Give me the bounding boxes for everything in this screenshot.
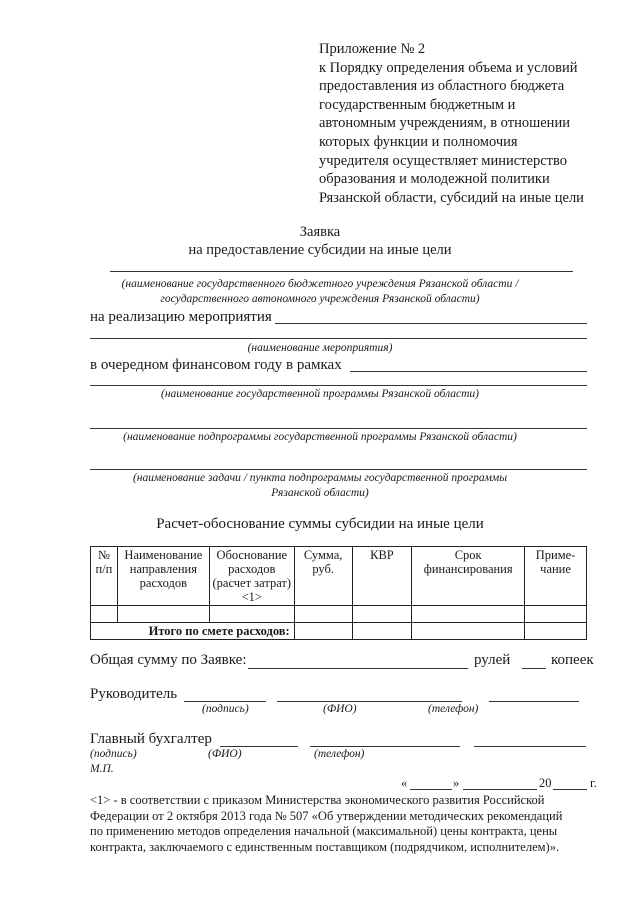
table-cell [352, 623, 412, 640]
table-row [91, 606, 587, 623]
date-year-suffix: г. [590, 776, 597, 790]
table-header-row [91, 547, 587, 606]
subprogram-field[interactable] [90, 428, 587, 429]
stamp-place: М.П. [90, 763, 114, 775]
rubles-label: рулей [474, 652, 511, 668]
column-header: Наименование направления расходов [117, 547, 209, 606]
table-cell[interactable] [525, 606, 587, 623]
accountant-sign-caption: (подпись) [90, 748, 137, 760]
column-header: Срок финансирования [412, 547, 525, 606]
document-subtitle: на предоставление субсидии на иные цели [188, 242, 452, 258]
appendix-block [319, 40, 619, 207]
column-header: № п/п [91, 547, 118, 606]
column-header: Приме-чание [525, 547, 587, 606]
accountant-name-field[interactable] [310, 746, 460, 747]
subprogram-caption: (наименование подпрограммы государственной программы Рязанской области) [123, 431, 517, 443]
task-field[interactable] [90, 469, 587, 470]
accountant-signature-field[interactable] [220, 746, 298, 747]
event-field-continued[interactable] [90, 338, 587, 339]
accountant-label: Главный бухгалтер [90, 731, 212, 747]
institution-caption-2: государственного автономного учреждения Рязанской области) [160, 293, 480, 305]
appendix-line: государственным бюджетным и [319, 96, 516, 113]
task-caption-1: (наименование задачи / пункта подпрограммы государственной программы [132, 472, 508, 484]
date-day-field[interactable] [410, 789, 452, 790]
accountant-name-caption: (ФИО) [208, 748, 242, 760]
appendix-line: автономным учреждениям, в отношении [319, 115, 570, 132]
total-kopecks-field[interactable] [522, 668, 546, 669]
footnote-line: по применению методов определения начальной (максимальной) цены контракта, цены [90, 824, 558, 839]
total-label: Общая сумму по Заявке: [90, 652, 247, 668]
calculation-table [90, 546, 587, 640]
event-field[interactable] [275, 323, 587, 324]
institution-field[interactable] [110, 271, 573, 272]
head-phone-field[interactable] [489, 701, 579, 702]
appendix-line: к Порядку определения объема и условий [319, 59, 578, 76]
appendix-line: предоставления из областного бюджета [319, 78, 565, 95]
head-phone-caption: (телефон) [428, 703, 479, 715]
table-cell[interactable] [412, 606, 525, 623]
institution-caption-1: (наименование государственного бюджетного учреждения Рязанской области / [121, 278, 519, 290]
footnote-line: Федерации от 2 октября 2013 года № 507 «Об утверждении методических рекомендаций [90, 808, 563, 823]
document-title: Заявка [299, 224, 341, 240]
table-cell[interactable] [209, 606, 294, 623]
head-label: Руководитель [90, 686, 178, 702]
accountant-phone-field[interactable] [474, 746, 586, 747]
table-cell[interactable] [117, 606, 209, 623]
table-total-row [91, 623, 587, 640]
appendix-line: которых функции и полномочия [319, 133, 518, 150]
accountant-phone-caption: (телефон) [314, 748, 365, 760]
appendix-line: Приложение № 2 [319, 41, 426, 57]
table-cell [525, 623, 587, 640]
table-cell [412, 623, 525, 640]
total-label: Итого по смете расходов: [91, 623, 295, 640]
appendix-line: учредителя осуществляет министерство [319, 152, 567, 169]
footnote-line: <1> - в соответствии с приказом Министерства экономического развития Российской [90, 793, 545, 807]
year-label: в очередном финансовом году в рамках [90, 357, 342, 373]
program-field[interactable] [350, 371, 587, 372]
table-cell[interactable] [352, 606, 412, 623]
head-name-caption: (ФИО) [323, 703, 357, 715]
total-sum-cell[interactable] [294, 623, 352, 640]
date-year-prefix: 20 [539, 776, 552, 790]
program-caption: (наименование государственной программы Рязанской области) [161, 388, 479, 400]
event-label: на реализацию мероприятия [90, 309, 272, 325]
kopecks-label: копеек [551, 652, 594, 668]
program-field-continued[interactable] [90, 385, 587, 386]
appendix-line: Рязанской области, субсидий на иные цели [319, 189, 584, 206]
date-month-field[interactable] [463, 789, 537, 790]
column-header: КВР [352, 547, 412, 606]
footnote-line: контракта, заключаемого с единственным поставщиком (подрядчиком, исполнителем)». [90, 839, 560, 854]
date-open-quote: « [401, 776, 408, 790]
total-rubles-field[interactable] [248, 668, 468, 669]
table-cell[interactable] [294, 606, 352, 623]
event-caption: (наименование мероприятия) [247, 342, 393, 354]
head-name-field[interactable] [277, 701, 462, 702]
column-header: Обоснование расходов (расчет затрат) <1> [209, 547, 294, 606]
footnote [90, 793, 590, 855]
task-caption-2: Рязанской области) [271, 487, 369, 499]
table-cell[interactable] [91, 606, 118, 623]
head-sign-caption: (подпись) [202, 703, 249, 715]
column-header: Сумма, руб. [294, 547, 352, 606]
calculation-title: Расчет-обоснование суммы субсидии на иные цели [156, 516, 484, 532]
date-year-field[interactable] [553, 789, 587, 790]
date-close-quote: » [453, 776, 460, 790]
head-signature-field[interactable] [184, 701, 266, 702]
appendix-line: образования и молодежной политики [319, 171, 550, 188]
